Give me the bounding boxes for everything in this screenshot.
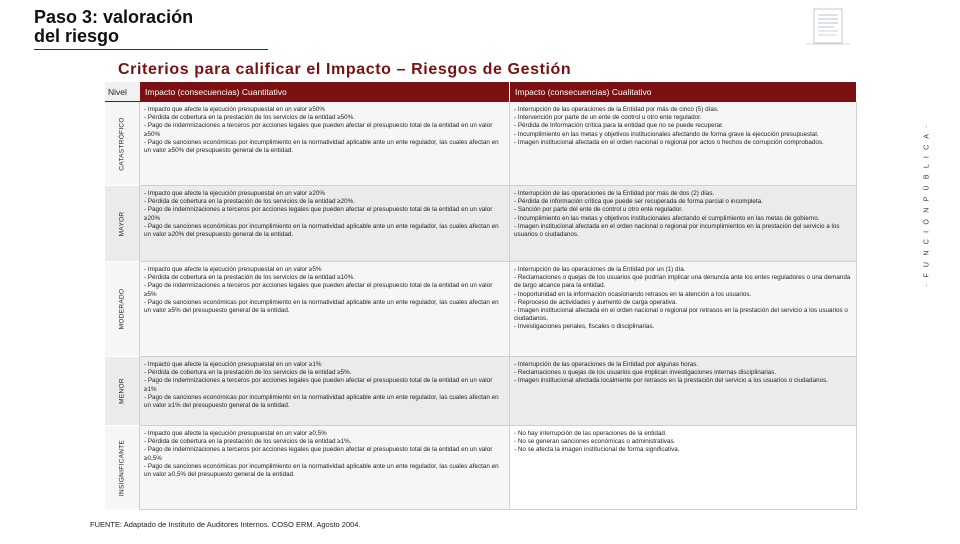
- column-header-cuantitativo: Impacto (consecuencias) Cuantitativo: [140, 82, 510, 102]
- source-footnote: FUENTE: Adaptado de Instituto de Auditores Internos. COSO ERM. Agosto 2004.: [90, 520, 361, 529]
- criteria-item: - No se generan sanciones económicas o administrativas.: [514, 438, 676, 446]
- criteria-item: - Pago de sanciones económicas por incumplimiento en la normatividad aplicable ante un ente regulador, las cuales afectan en un valor ≥1% del presupuesto general de la entidad.: [144, 393, 499, 410]
- criteria-item: - Pago de indemnizaciones a terceros por acciones legales que pueden afectar el presupuesto total de la entidad en un valor ≥0,5%: [144, 446, 493, 462]
- side-brand-label: · F U N C I Ó N P Ú B L I C A ·: [923, 123, 931, 287]
- qualitative-cell: [510, 102, 857, 186]
- level-label: CATASTRÓFICO: [118, 116, 126, 171]
- criteria-item: - Pago de indemnizaciones a terceros por acciones legales que pueden afectar el presupuesto total de la entidad en un valor ≥50%: [144, 122, 493, 138]
- criteria-item: - Incumplimiento en las metas y objetivos institucionales afectando de forma grave la ejecución presupuestal.: [514, 130, 819, 138]
- criteria-item: - Pago de indemnizaciones a terceros por acciones legales que pueden afectar el presupuesto total de la entidad en un valor ≥1%: [144, 377, 493, 393]
- criteria-item: - Interrupción de las operaciones de la Entidad por un (1) día.: [514, 266, 686, 273]
- qualitative-cell: [510, 357, 857, 426]
- criteria-item: - Interrupción de las operaciones de la Entidad por algunas horas.: [514, 361, 699, 368]
- section-subtitle: Criterios para calificar el Impacto – Riesgos de Gestión: [118, 61, 572, 78]
- criteria-item: - No se afecta la imagen institucional de forma significativa.: [514, 446, 680, 454]
- criteria-item: - Imagen institucional afectada en el orden nacional o regional por actos o hechos de corrupción comprobados.: [514, 138, 824, 146]
- criteria-item: - Intervención por parte de un ente de control u otro ente regulador.: [514, 114, 702, 122]
- document-stack-icon: [806, 8, 850, 46]
- level-label: MAYOR: [118, 211, 126, 236]
- criteria-item: - Impacto que afecte la ejecución presupuestal en un valor ≥20%: [144, 190, 325, 197]
- criteria-item: - Pérdida de cobertura en la prestación de los servicios de la entidad ≥5%.: [144, 369, 352, 377]
- quantitative-cell: [140, 357, 510, 426]
- quantitative-cell: [140, 102, 510, 186]
- title-underline: [34, 49, 268, 50]
- criteria-item: - Pago de sanciones económicas por incumplimiento en la normatividad aplicable ante un ente regulador, las cuales afectan en un valor ≥50% del presupuesto general de la entidad.: [144, 138, 499, 155]
- criteria-item: - Pago de indemnizaciones a terceros por acciones legales que pueden afectar el presupuesto total de la entidad en un valor ≥20%: [144, 206, 493, 222]
- criteria-item: - Pérdida de Información crítica para la entidad que no se puede recuperar.: [514, 122, 724, 130]
- column-header-nivel: Nivel: [105, 82, 140, 102]
- criteria-item: - Pago de indemnizaciones a terceros por acciones legales que pueden afectar el presupuesto total de la entidad en un valor ≥5%: [144, 282, 493, 298]
- criteria-item: - Pago de sanciones económicas por incumplimiento en la normatividad aplicable ante un ente regulador, las cuales afectan en un valor ≥5% del presupuesto general de la entidad.: [144, 298, 499, 315]
- criteria-item: - Pérdida de información crítica que puede ser recuperada de forma parcial o incompleta.: [514, 198, 763, 206]
- qualitative-cell: [510, 262, 857, 357]
- criteria-item: - Imagen institucional afectada en el orden nacional o regional por retrasos en la prestación del servicio a los usuarios o ciudadanos.: [514, 307, 848, 323]
- criteria-item: - Reproceso de actividades y aumento de carga operativa.: [514, 298, 678, 306]
- criteria-item: - Pérdida de cobertura en la prestación de los servicios de la entidad ≥1%.: [144, 438, 352, 446]
- quantitative-cell: [140, 262, 510, 357]
- criteria-item: - Impacto que afecte la ejecución presupuestal en un valor ≥5%: [144, 266, 322, 273]
- criteria-item: - Reclamaciones o quejas de los usuarios que podrían implicar una denuncia ante los entes reguladores o una demanda de largo alcance para la entidad.: [514, 274, 851, 290]
- criteria-item: - Reclamaciones o quejas de los usuarios que implican investigaciones internas disciplinarias.: [514, 369, 777, 377]
- page-title: [34, 8, 193, 46]
- criteria-item: - Pérdida de cobertura en la prestación de los servicios de la entidad ≥10%.: [144, 274, 356, 282]
- criteria-item: - Pérdida de cobertura en la prestación de los servicios de la entidad ≥20%.: [144, 198, 356, 206]
- page-title-line1: Paso 3: valoración: [34, 7, 194, 27]
- criteria-item: - Pérdida de cobertura en la prestación de los servicios de la entidad ≥50%.: [144, 114, 356, 122]
- criteria-item: - Pago de sanciones económicas por incumplimiento en la normatividad aplicable ante un ente regulador, las cuales afectan en un valor ≥0,5% del presupuesto general de la entidad.: [144, 462, 499, 479]
- quantitative-cell: [140, 186, 510, 262]
- criteria-item: - Impacto que afecte la ejecución presupuestal en un valor ≥1%: [144, 361, 322, 368]
- level-label: MENOR: [118, 378, 126, 404]
- criteria-item: - Interrupción de las operaciones de la Entidad por más de cinco (5) días.: [514, 106, 719, 113]
- criteria-item: - Investigaciones penales, fiscales o disciplinarias.: [514, 323, 655, 331]
- column-header-cualitativo: Impacto (consecuencias) Cualitativo: [510, 82, 857, 102]
- criteria-item: - Imagen institucional afectada localmente por retrasos en la prestación del servicio a los usuarios o ciudadanos.: [514, 377, 828, 385]
- level-cell: [105, 357, 140, 426]
- level-label: INSIGNIFICANTE: [118, 439, 126, 496]
- level-cell: [105, 186, 140, 262]
- criteria-item: - Sanción por parte del ente de control u otro ente regulador.: [514, 206, 683, 214]
- level-label: MODERADO: [118, 288, 126, 330]
- qualitative-cell: [510, 426, 857, 510]
- criteria-item: - Incumplimiento en las metas y objetivos institucionales afectando el cumplimiento en las metas de gobierno.: [514, 214, 820, 222]
- level-cell: [105, 262, 140, 357]
- criteria-item: - Impacto que afecte la ejecución presupuestal en un valor ≥50%: [144, 106, 325, 113]
- impact-criteria-table: [105, 82, 857, 544]
- criteria-item: - Imagen institucional afectada en el orden nacional o regional por incumplimientos en la prestación del servicio a los usuarios o ciudadanos.: [514, 222, 840, 239]
- criteria-item: - Inoportunidad en la información ocasionando retrasos en la atención a los usuarios.: [514, 290, 752, 298]
- criteria-item: - No hay interrupción de las operaciones de la entidad.: [514, 430, 667, 437]
- criteria-item: - Impacto que afecte la ejecución presupuestal en un valor ≥0,5%: [144, 430, 327, 437]
- level-cell: [105, 102, 140, 186]
- criteria-item: - Interrupción de las operaciones de la Entidad por más de dos (2) días.: [514, 190, 715, 197]
- qualitative-cell: [510, 186, 857, 262]
- criteria-item: - Pago de sanciones económicas por incumplimiento en la normatividad aplicable ante un ente regulador, las cuales afectan en un valor ≥20% del presupuesto general de la entidad.: [144, 222, 499, 239]
- level-cell: [105, 426, 140, 510]
- page-title-line2: del riesgo: [34, 26, 120, 46]
- quantitative-cell: [140, 426, 510, 510]
